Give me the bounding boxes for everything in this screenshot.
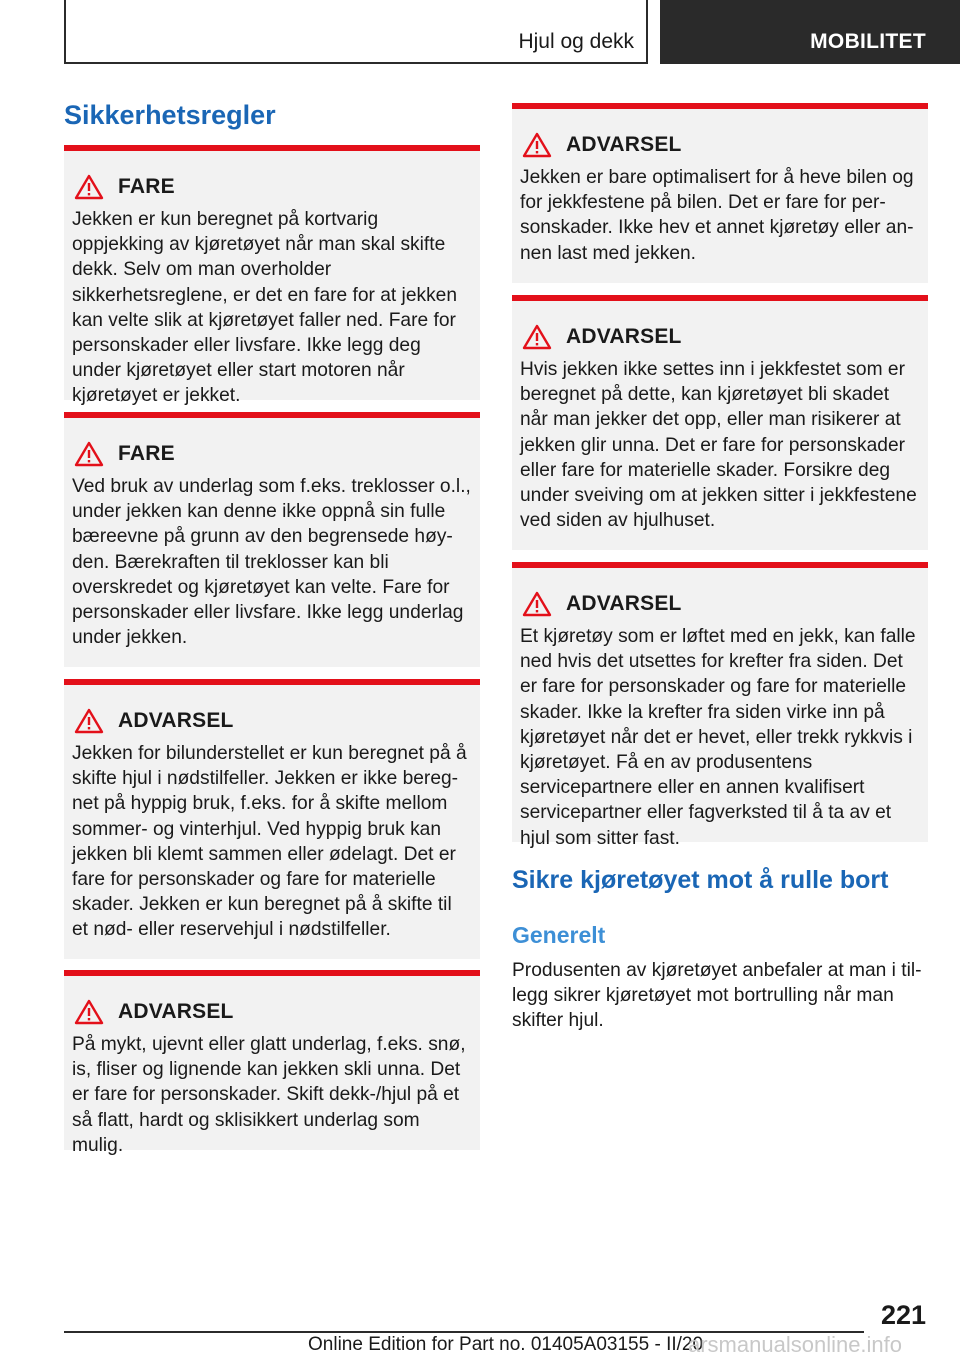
warning-box-text: Et kjøretøy som er løftet med en jekk, kan falle ned hvis det utsettes for krefter fra siden. Det er fare for personskader og fare for materielle skader. Ikke la krefter fra siden virke inn på kjøretøyet når det er hevet, eller trekk rykkvis i kjøretøyet. Få en av produsentens servicepartnere eller en annen kvalifisert servicepartner eller fagverksted til å ta av et hjul som sitter fast. <box>520 626 916 849</box>
section-title-safety-rules: Sikkerhetsregler <box>64 100 276 130</box>
warning-box <box>64 412 480 667</box>
header-chapter-tab <box>660 0 960 64</box>
warning-box-text: Jekken for bilunderstellet er kun beregnet på å skifte hjul i nødstilfeller. Jekken er ikke beregnet på hyppig bruk, f.eks. for å skifte mellom sommer- og vinterhjul. Ved hyppig bruk kan jekken bli klemt sammen eller ødelagt. Det er fare for personskader og fare for materielle skader. Jekken er kun beregnet på å skifte til et nød- eller reservehjul i nødstilfeller. <box>72 743 467 941</box>
warning-box-label: FARE <box>118 175 175 198</box>
warning-box-label: ADVARSEL <box>118 709 234 732</box>
warning-box-header <box>74 173 472 201</box>
warning-triangle-icon <box>74 441 104 467</box>
warning-box-text: Jekken er bare optimalisert for å heve bilen og for jekkfestene på bilen. Det er fare for personskader. Ikke hev et annet kjøretøy eller annen last med jekken. <box>520 167 914 264</box>
warning-box-label: ADVARSEL <box>566 592 682 615</box>
subsection-title-general: Generelt <box>512 922 606 948</box>
warning-box-label: ADVARSEL <box>118 1000 234 1023</box>
warning-box-text: På mykt, ujevnt eller glatt underlag, f.eks. snø, is, fliser og lignende kan jekken skli unna. Det er fare for personskader. Skift dekk-/hjul på et så flatt, hardt og sklisikkert underlag som mulig. <box>72 1034 466 1156</box>
warning-box-label: FARE <box>118 442 175 465</box>
warning-triangle-icon <box>74 999 104 1025</box>
warning-box <box>512 103 928 283</box>
header-chapter-title: MOBILITET <box>810 30 926 53</box>
warning-triangle-icon <box>522 591 552 617</box>
warning-box-label: ADVARSEL <box>566 133 682 156</box>
warning-box-header <box>522 590 920 618</box>
warning-box-header <box>522 131 920 159</box>
warning-box-text: Hvis jekken ikke settes inn i jekkfestet som er beregnet på dette, kan kjøretøyet bli skadet når man jekker det opp, eller man risikerer at jekken glir unna. Det er fare for personskader eller fare for materielle skader. Forsikre deg under sveiving om at jekken sitter i jekkfestene ved siden av hjulhuset. <box>520 359 917 532</box>
warning-box-header <box>74 440 472 468</box>
warning-triangle-icon <box>74 708 104 734</box>
page-number: 221 <box>880 1300 926 1330</box>
warning-box <box>512 562 928 849</box>
warning-triangle-icon <box>74 174 104 200</box>
warning-box <box>64 679 480 959</box>
warning-box <box>64 145 480 407</box>
warning-box-text: Ved bruk av underlag som f.eks. treklosser o.l., under jekken kan denne ikke oppnå sin fulle bæreevne på grunn av den begrensede høyden. Bærekraften til treklosser kan bli overskredet og kjøretøyet kan velte. Fare for personskader eller livsfare. Ikke legg underlag under jekken. <box>72 476 471 649</box>
warning-box-header <box>74 707 472 735</box>
header-section-title: Hjul og dekk <box>518 30 634 53</box>
warning-box-header <box>522 323 920 351</box>
warning-box-text: Jekken er kun beregnet på kortvarig oppjekking av kjøretøyet når man skal skifte dekk. Selv om man overholder sikkerhetsreglene, er det en fare for at jekken kan velte slik at kjøretøyet faller ned. Fare for personskader eller livsfare. Ikke legg deg under kjøretøyet eller start motoren når kjøretøyet er jekket. <box>72 209 458 407</box>
section-title-prevent-rolling: Sikre kjøretøyet mot å rulle bort <box>512 866 889 894</box>
warning-box-header <box>74 998 472 1026</box>
warning-triangle-icon <box>522 324 552 350</box>
general-paragraph: Produsenten av kjøretøyet anbefaler at man i tillegg sikrer kjøretøyet mot bortrulling når man skifter hjul. <box>512 960 922 1032</box>
footer-edition: Online Edition for Part no. 01405A03155 - II/20 <box>308 1334 704 1355</box>
header-section-box <box>64 0 648 64</box>
warning-box-label: ADVARSEL <box>566 325 682 348</box>
warning-box <box>64 970 480 1156</box>
warning-triangle-icon <box>522 132 552 158</box>
warning-box <box>512 295 928 550</box>
footer-watermark: arsmanualsonline.info <box>688 1332 903 1357</box>
